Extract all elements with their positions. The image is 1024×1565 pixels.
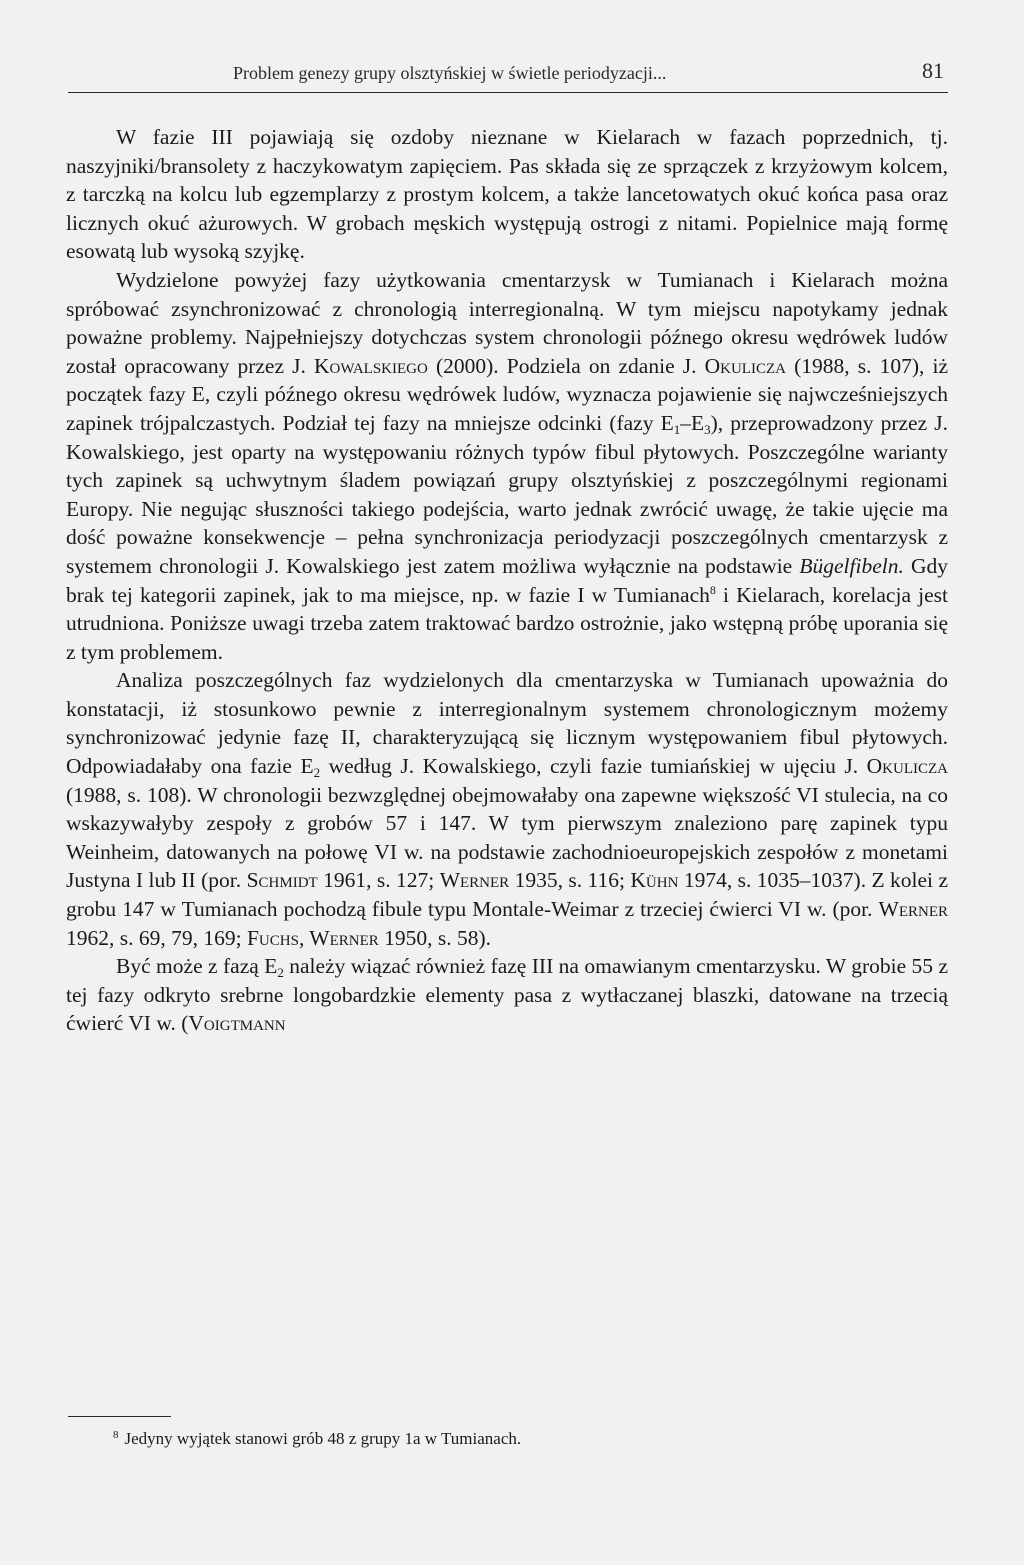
paragraph-4	[66, 952, 948, 1038]
subscript: 2	[277, 965, 284, 981]
author-name: Kowalskiego	[313, 353, 428, 378]
text-run: według J. Kowalskiego, czyli fazie tumiańskiej w ujęciu J.	[320, 754, 867, 779]
footnote	[113, 1427, 521, 1451]
text-run: Wydzielone powyżej fazy użytkowania cmentarzysk w Tumianach i Kielarach można spróbować zsynchronizować z chronologią interregionalną. W tym miejscu napotykamy jednak poważne problemy. Najpełniejszy dotychczas system chronologii późnego okresu wędrówek ludów został opracowany przez J.	[66, 267, 948, 378]
author-name: Schmidt	[246, 868, 318, 893]
footnote-text: Jedyny wyjątek stanowi grób 48 z grupy 1a w Tumianach.	[124, 1429, 522, 1448]
footnote-divider	[68, 1416, 171, 1417]
text-run: 1935, s. 116;	[509, 868, 631, 893]
page-number: 81	[922, 58, 944, 83]
text-run: Analiza poszczególnych faz wydzielonych dla cmentarzyska w Tumianach upoważnia do konstatacji, iż stosunkowo pewnie z interregionalnym systemem chronologicznym możemy synchronizować jedynie fazę II, charakteryzującą się licznym występowaniem fibul płytowych. Odpowiadałaby ona fazie E	[66, 668, 948, 779]
paragraph-3	[66, 666, 948, 952]
text-run: (1988, s. 107), iż początek fazy E, czyli późnego okresu wędrówek ludów, wyznacza pojawienie się najwcześniejszych zapinek trójpalczastych. Podział tej fazy na mniejsze odcinki (fazy E	[66, 353, 949, 435]
running-title: Problem genezy grupy olsztyńskiej w świetle periodyzacji...	[233, 63, 667, 83]
text-run: (1988, s. 108). W chronologii bezwzględnej obejmowałaby ona zapewne większość VI stulecia, na co wskazywałyby zespoły z grobów 57 i 147. W tym pierwszym znaleziono parę zapinek typu Weinheim, datowanych na połowę VI w. na podstawie zachodnioeuropejskich zespołów z monetami Justyna I lub II (por.	[66, 782, 948, 893]
subscript: 3	[704, 421, 711, 437]
text-run: i Kielarach, korelacja jest utrudniona. Poniższe uwagi trzeba zatem traktować bardzo ostrożnie, jako wstępną próbę uporania się z tym problemem.	[66, 582, 948, 664]
text-run: Być może z fazą E	[116, 954, 278, 979]
author-name: Fuchs, Werner	[246, 925, 379, 950]
footnote-number: 8	[113, 1429, 119, 1441]
author-name: Werner	[439, 868, 510, 893]
text-run: 1961, s. 127;	[317, 868, 440, 893]
text-run: należy wiązać również fazę III na omawianym cmentarzysku. W grobie 55 z tej fazy odkryto srebrne longobardzkie elementy pasa z wytłaczanej blaszki, datowane na trzecią ćwierć VI w. (	[66, 954, 948, 1036]
author-name: Okulicza	[704, 353, 786, 378]
paragraph-1	[66, 123, 948, 266]
body-text	[66, 123, 948, 1038]
author-name: Voigtmann	[188, 1011, 286, 1036]
text-run: Gdy brak tej kategorii zapinek, jak to ma miejsce, np. w fazie I w Tumianach	[66, 553, 948, 607]
subscript: 1	[673, 421, 681, 437]
text-run: –E	[680, 410, 705, 435]
text-run: 1962, s. 69, 79, 169;	[66, 925, 247, 950]
running-header	[68, 60, 948, 93]
author-name: Okulicza	[866, 754, 948, 779]
paragraph-1-text: W fazie III pojawiają się ozdoby nieznane w Kielarach w fazach poprzednich, tj. naszyjniki/bransolety z haczykowatym zapięciem. Pas składa się ze sprzączek z krzyżowym kolcem, z tarczką na kolcu lub egzemplarzy z prostym kolcem, a także lancetowatych okuć końca pasa oraz licznych okuć ażurowych. W grobach męskich występują ostrogi z nitami. Popielnice mają formę esowatą lub wysoką szyjkę.	[66, 125, 948, 264]
footnote-reference[interactable]: 8	[709, 582, 716, 597]
paragraph-2	[66, 266, 948, 666]
text-run: ), przeprowadzony przez J. Kowalskiego, jest oparty na występowaniu różnych typów fibul płytowych. Poszczególne warianty tych zapinek są uchwytnym śladem powiązań grupy olsztyńskiej z poszczególnymi regionami Europy. Nie negując słuszności takiego podejścia, warto jednak zwrócić uwagę, że takie ujęcie ma dość poważne konsekwencje – pełna synchronizacja periodyzacji poszczególnych cmentarzysk z systemem chronologii J. Kowalskiego jest zatem możliwa wyłącznie na podstawie	[66, 410, 948, 578]
text-run: (2000). Podziela on zdanie J.	[427, 353, 705, 378]
author-name: Werner	[878, 897, 948, 922]
text-run: 1950, s. 58).	[378, 925, 492, 950]
text-run: 1974, s. 1035–1037). Z kolei z grobu 147 w Tumianach pochodzą fibule typu Montale-Weimar z trzeciej ćwierci VI w. (por.	[66, 868, 948, 922]
author-name: Kühn	[630, 868, 679, 893]
subscript: 2	[313, 765, 321, 781]
italic-term: Bügelfibeln.	[799, 553, 904, 578]
